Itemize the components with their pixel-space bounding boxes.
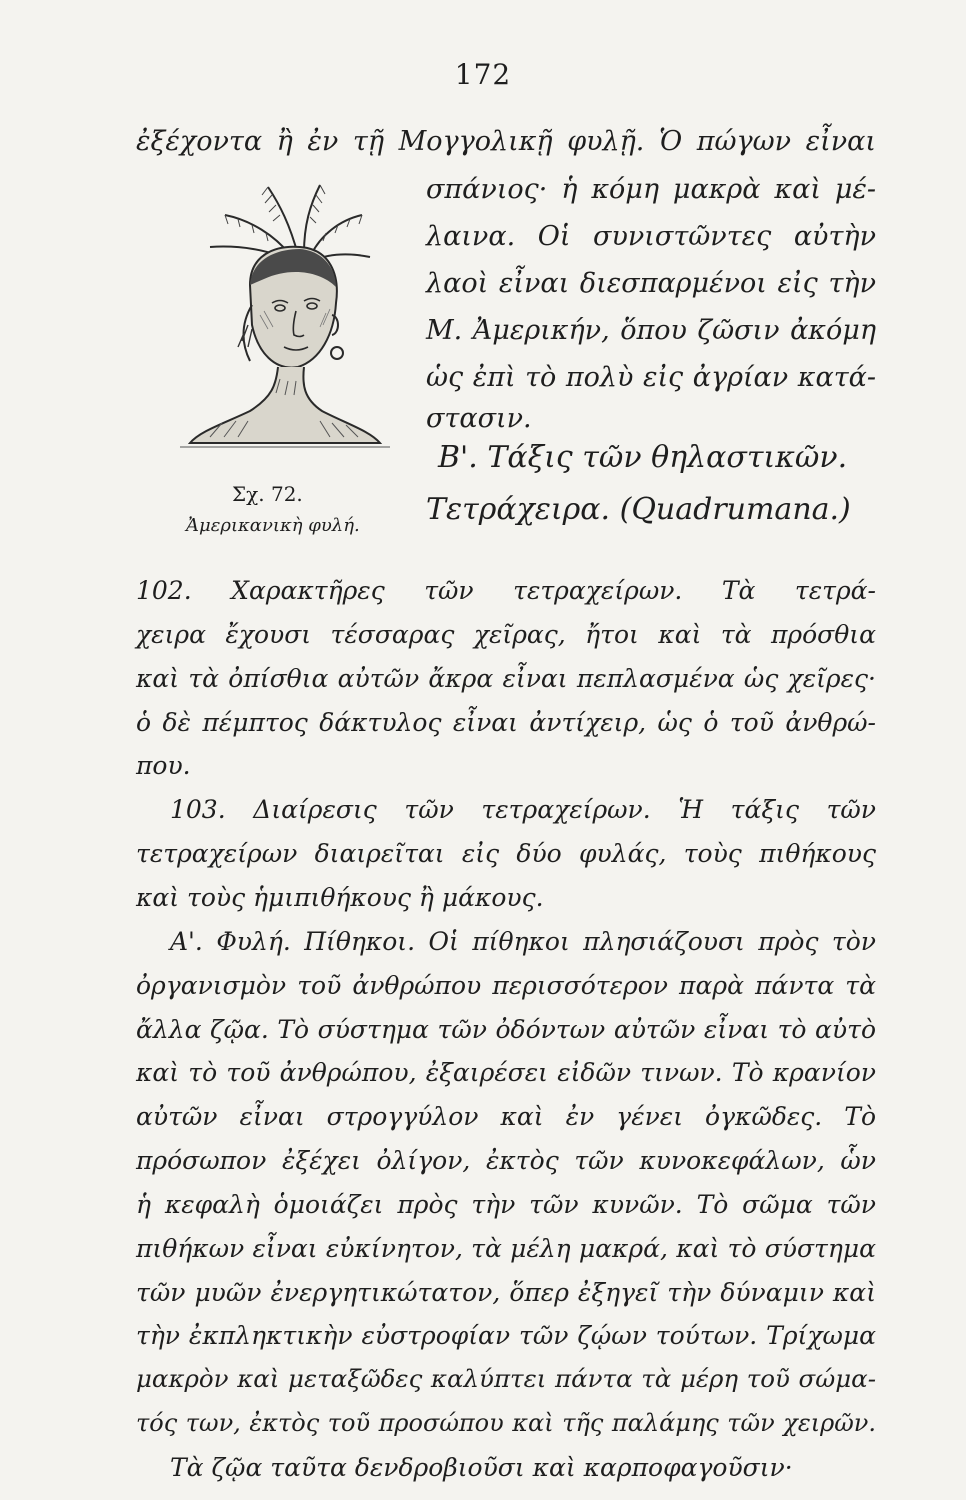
text-line: χειρα ἔχουσι τέσσαρας χεῖρας, ἤτοι καὶ τὰ πρόσθια (136, 620, 876, 649)
text-line: ὁ δὲ πέμπτος δάκτυλος εἶναι ἀντίχειρ, ὡς ὁ τοῦ ἀνθρώ- (136, 708, 876, 737)
page-number: 172 (454, 58, 512, 91)
text-line: καὶ τὰ ὀπίσθια αὐτῶν ἄκρα εἶναι πεπλασμένα ὡς χεῖρες· (136, 664, 876, 693)
engraving-figure (180, 175, 390, 475)
section-heading: Β'. Τάξις τῶν θηλαστικῶν. (438, 440, 848, 475)
figure-caption: Ἀμερικανικὴ φυλή. (186, 515, 360, 536)
text-line: Τὰ ζῷα ταῦτα δενδροβιοῦσι καὶ καρποφαγοῦσιν· (170, 1453, 793, 1482)
figure-number: Σχ. 72. (232, 482, 303, 506)
text-line: τετραχείρων διαιρεῖται εἰς δύο φυλάς, τοὺς πιθήκους (136, 839, 876, 868)
text-line: που. (136, 751, 191, 780)
text-line: ὀργανισμὸν τοῦ ἀνθρώπου περισσότερον παρὰ πάντα τὰ (136, 971, 876, 1000)
text-line: καὶ τοὺς ἡμιπιθήκους ἢ μάκους. (136, 883, 544, 912)
text-line: Μ. Ἀμερικήν, ὅπου ζῶσιν ἀκόμη (426, 315, 876, 346)
text-line: 103. Διαίρεσις τῶν τετραχείρων. Ἡ τάξις τῶν (170, 795, 876, 824)
text-line: μακρὸν καὶ μεταξῶδες καλύπτει πάντα τὰ μέρη τοῦ σώμα- (136, 1364, 876, 1393)
text-line: λαοὶ εἶναι διεσπαρμένοι εἰς τὴν (426, 268, 876, 299)
text-line: τός των, ἐκτὸς τοῦ προσώπου καὶ τῆς παλάμης τῶν χειρῶν. (136, 1409, 876, 1437)
text-line: ἐξέχοντα ἢ ἐν τῇ Μογγολικῇ φυλῇ. Ὁ πώγων εἶναι (136, 126, 876, 157)
section-subheading: Τετράχειρα. (Quadrumana.) (426, 492, 851, 527)
text-line: τῶν μυῶν ἐνεργητικώτατον, ὅπερ ἐξηγεῖ τὴν δύναμιν καὶ (136, 1278, 876, 1307)
text-line: τὴν ἐκπληκτικὴν εὐστροφίαν τῶν ζῴων τούτων. Τρίχωμα (136, 1321, 876, 1350)
text-line: ἄλλα ζῷα. Τὸ σύστημα τῶν ὀδόντων αὐτῶν εἶναι τὸ αὐτὸ (136, 1015, 876, 1044)
text-line: αὐτῶν εἶναι στρογγύλον καὶ ἐν γένει ὀγκῶδες. Τὸ (136, 1102, 876, 1131)
text-line: σπάνιος· ἡ κόμη μακρὰ καὶ μέ- (426, 174, 876, 205)
text-line: λαινα. Οἱ συνιστῶντες αὐτὴν (426, 221, 876, 252)
text-line: ὡς ἐπὶ τὸ πολὺ εἰς ἀγρίαν κατά- (426, 362, 876, 393)
text-line: στασιν. (426, 403, 532, 434)
text-line: Α'. Φυλή. Πίθηκοι. Οἱ πίθηκοι πλησιάζουσι πρὸς τὸν (170, 927, 876, 956)
text-line: καὶ τὸ τοῦ ἀνθρώπου, ἐξαιρέσει εἰδῶν τινων. Τὸ κρανίον (136, 1058, 876, 1087)
text-line: πρόσωπον ἐξέχει ὀλίγον, ἐκτὸς τῶν κυνοκεφάλων, ὧν (136, 1146, 876, 1175)
text-line: ἡ κεφαλὴ ὁμοιάζει πρὸς τὴν τῶν κυνῶν. Τὸ σῶμα τῶν (136, 1190, 876, 1219)
text-line: πιθήκων εἶναι εὐκίνητον, τὰ μέλη μακρά, καὶ τὸ σύστημα (136, 1234, 876, 1263)
portrait-illustration (180, 175, 390, 475)
text-line: 102. Χαρακτῆρες τῶν τετραχείρων. Τὰ τετρά- (136, 576, 876, 605)
